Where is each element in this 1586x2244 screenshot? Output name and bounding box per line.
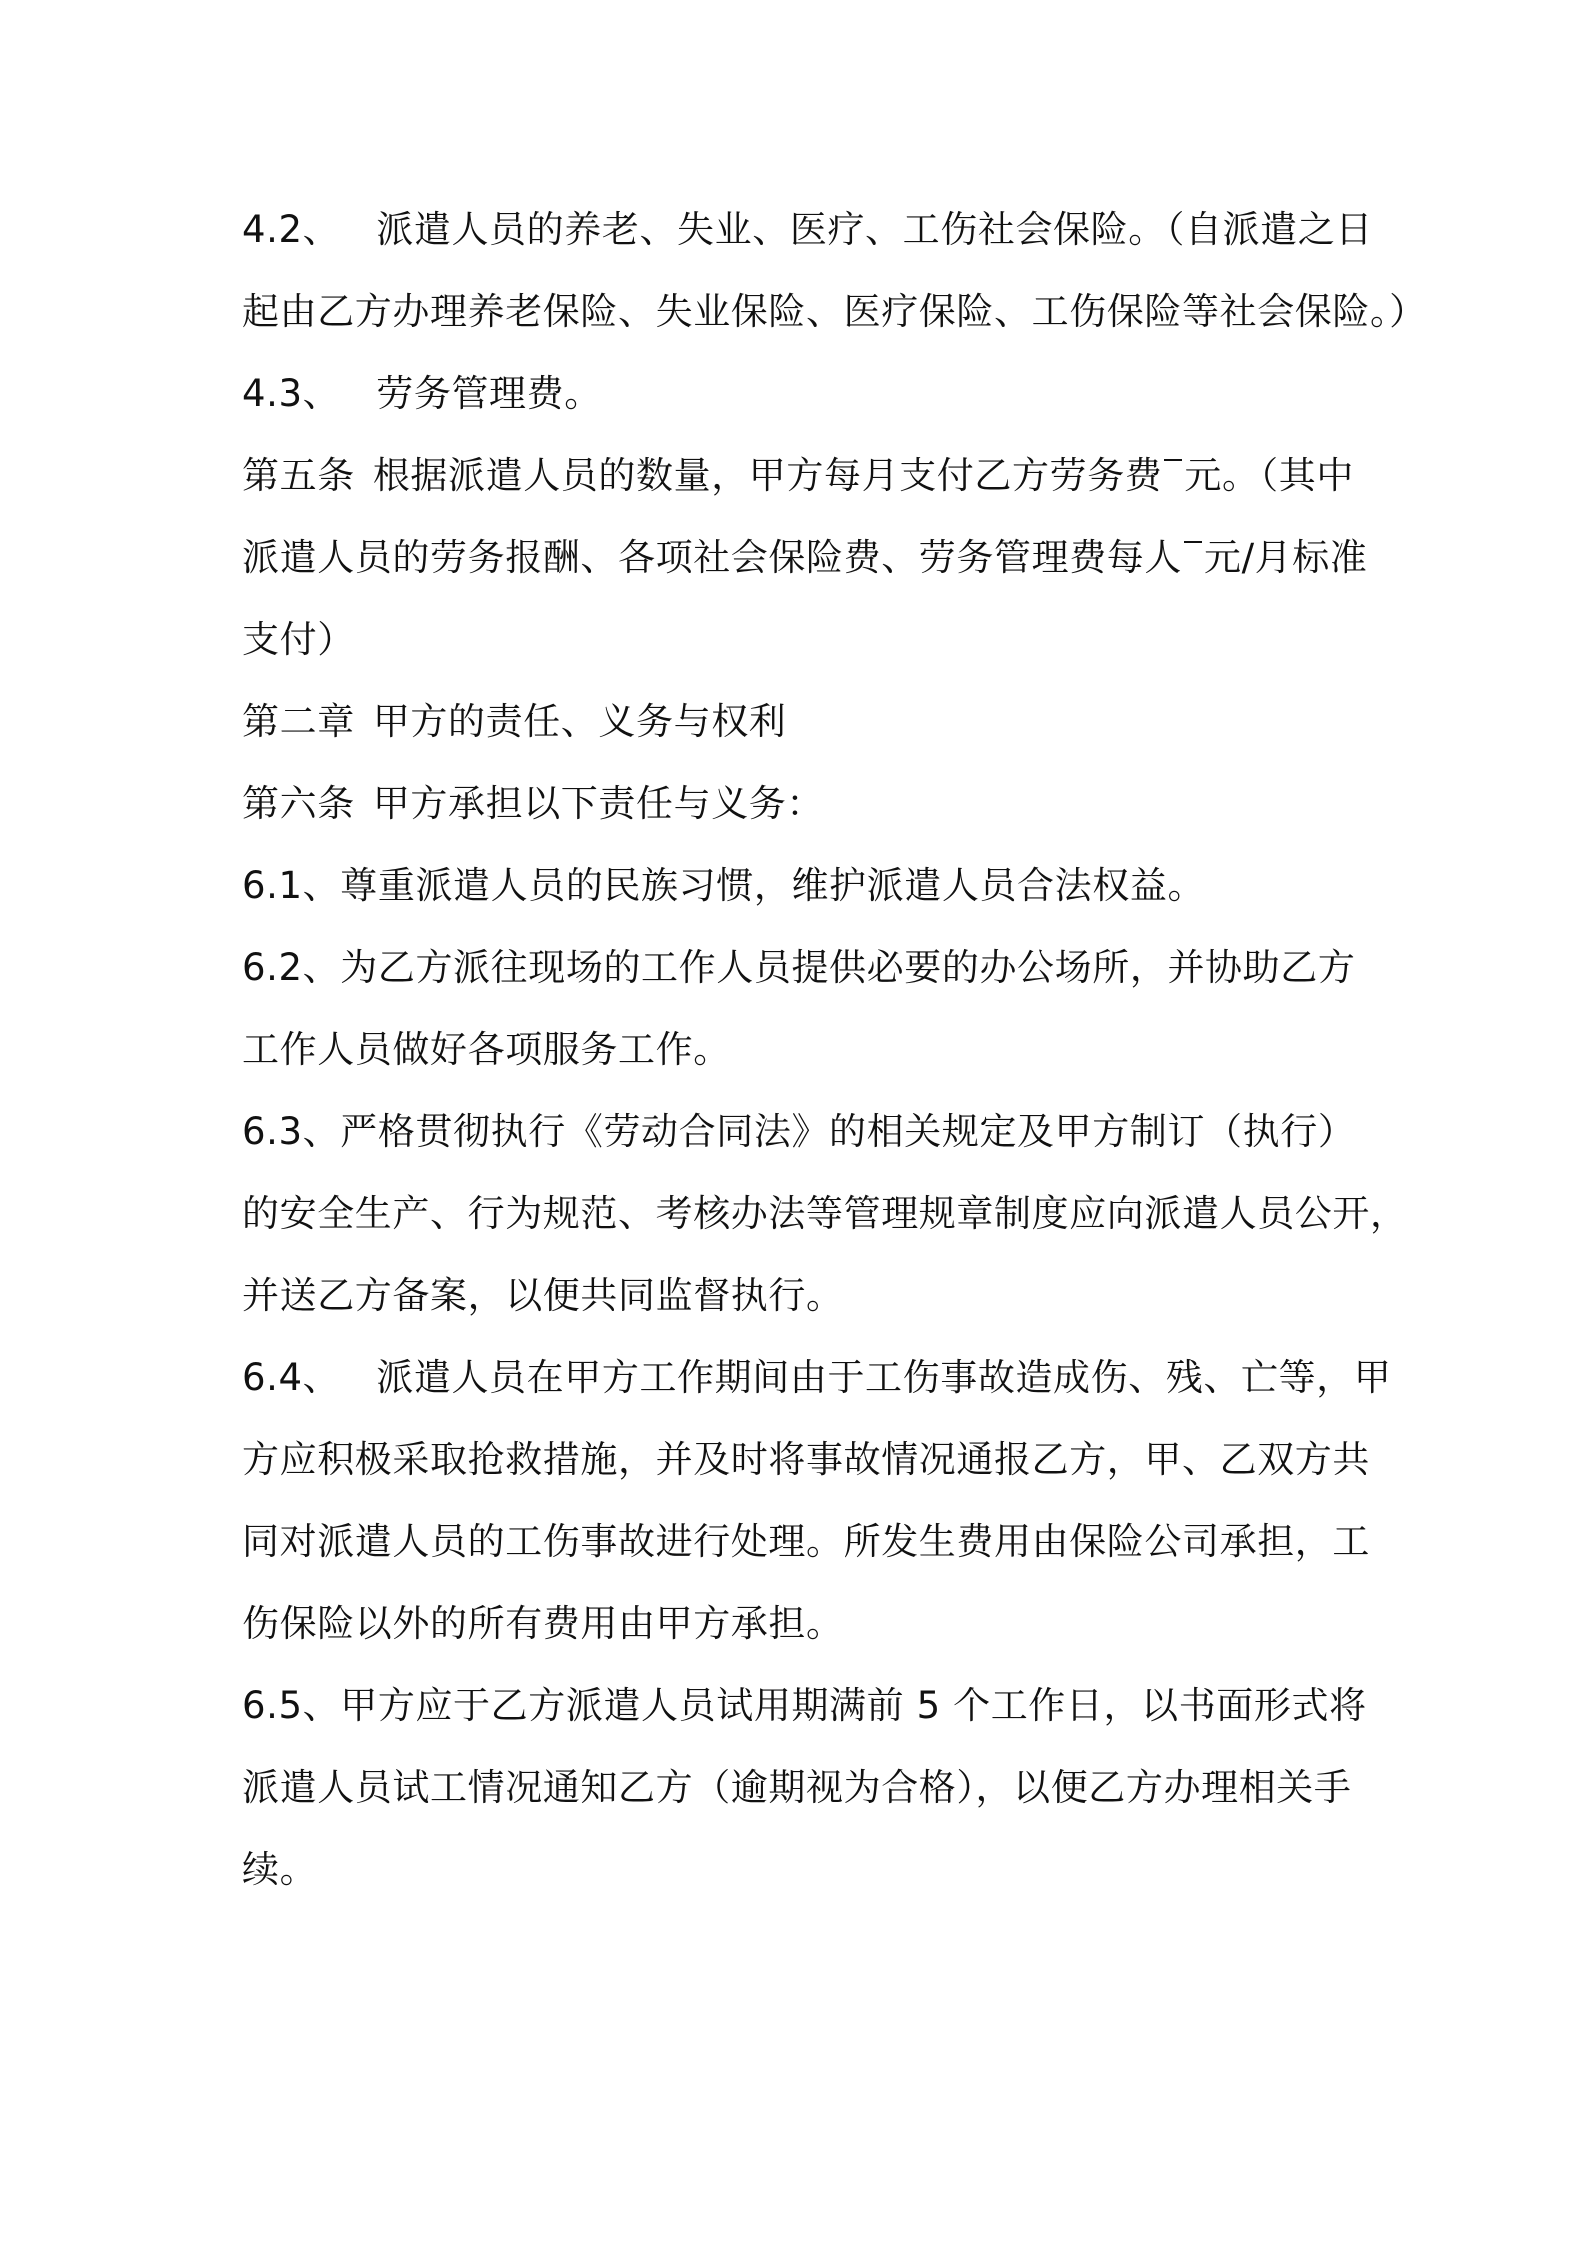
article-text: 元/月标准 [1204,536,1368,579]
article-text: 根据派遣人员的数量，甲方每月支付乙方劳务费 [372,454,1163,497]
clause-text: 伤保险以外的所有费用由甲方承担。 [242,1602,844,1645]
clause-6-4-line-1 [242,1348,1391,1408]
clause-text: 派遣人员试工情况通知乙方（逾期视为合格），以便乙方办理相关手 [242,1766,1352,1809]
clause-text: 派遣人员在甲方工作期间由于工伤事故造成伤、残、亡等，甲 [376,1356,1392,1399]
fill-in-blank [1182,569,1204,570]
clause-6-4-line-2 [242,1430,1370,1490]
article-text: 甲方承担以下责任与义务： [372,782,825,825]
clause-6-3-line-3 [242,1266,844,1326]
clause-6-5-line-1 [242,1676,1367,1736]
article-number: 第六条 [242,782,355,825]
article-text: 元。（其中 [1184,454,1354,497]
clause-4-2-line-2 [242,282,1427,342]
clause-text: 的安全生产、行为规范、考核办法等管理规章制度应向派遣人员公开， [242,1192,1408,1235]
clause-text: 续。 [242,1848,318,1891]
article-text: 派遣人员的劳务报酬、各项社会保险费、劳务管理费每人 [242,536,1182,579]
clause-4-3-line [242,364,602,424]
clause-4-2-line-1 [242,200,1373,260]
article-text: 支付） [242,618,355,661]
clause-6-5-line-3 [242,1840,317,1900]
clause-6-3-line-1 [242,1102,1355,1162]
clause-number: 4.3、 [242,372,341,415]
clause-text: 方应积极采取抢救措施，并及时将事故情况通报乙方，甲、乙双方共 [242,1438,1370,1481]
clause-text: 工作人员做好各项服务工作。 [242,1028,731,1071]
article-5-line-1 [242,446,1354,506]
chapter-number: 第二章 [242,700,355,743]
clause-text: 6.2、为乙方派往现场的工作人员提供必要的办公场所，并协助乙方 [242,946,1356,989]
clause-6-3-line-2 [242,1184,1408,1244]
clause-6-2-line-1 [242,938,1355,998]
clause-6-5-line-2 [242,1758,1352,1818]
clause-text: 劳务管理费。 [376,372,602,415]
fill-in-blank [1162,487,1184,488]
article-5-line-3 [242,610,355,670]
clause-text: 6.1、尊重派遣人员的民族习惯，维护派遣人员合法权益。 [242,864,1206,907]
clause-text: 并送乙方备案，以便共同监督执行。 [242,1274,844,1317]
clause-6-4-line-4 [242,1594,844,1654]
clause-text: 起由乙方办理养老保险、失业保险、医疗保险、工伤保险等社会保险。） [242,290,1427,333]
chapter-2-heading [242,692,786,752]
clause-text: 同对派遣人员的工伤事故进行处理。所发生费用由保险公司承担，工 [242,1520,1370,1563]
clause-6-4-line-3 [242,1512,1370,1572]
article-5-line-2 [242,528,1367,588]
clause-text: 6.5、甲方应于乙方派遣人员试用期满前 5 个工作日，以书面形式将 [242,1684,1367,1727]
clause-text: 派遣人员的养老、失业、医疗、工伤社会保险。（自派遣之日 [376,208,1373,251]
clause-6-2-line-2 [242,1020,731,1080]
article-number: 第五条 [242,454,355,497]
clause-number: 6.4、 [242,1356,341,1399]
clause-6-1-line [242,856,1205,916]
article-6-line [242,774,824,834]
clause-number: 4.2、 [242,208,341,251]
clause-text: 6.3、严格贯彻执行《劳动合同法》的相关规定及甲方制订（执行） [242,1110,1356,1153]
chapter-title: 甲方的责任、义务与权利 [372,700,787,743]
